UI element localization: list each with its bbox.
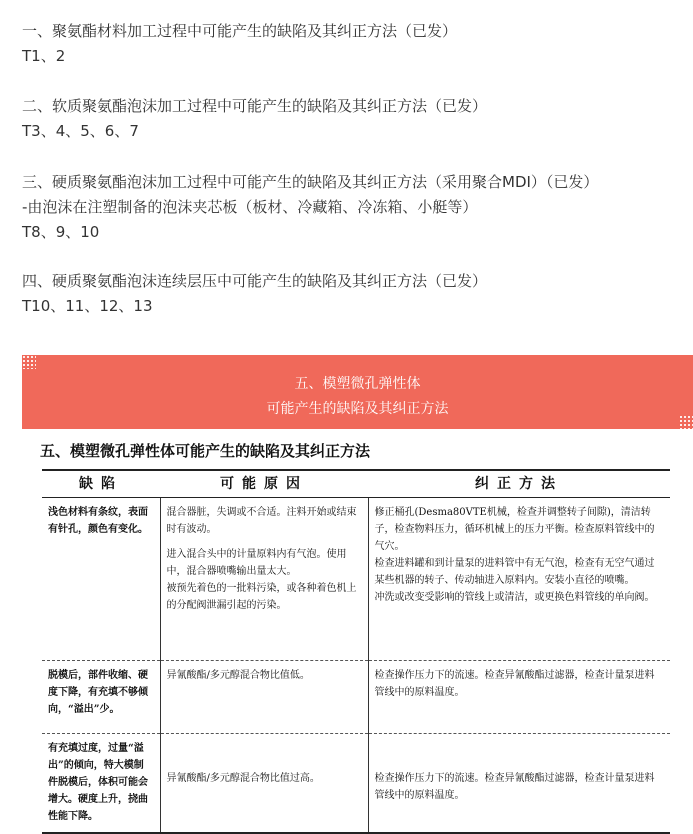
section-2-refs: T3、4、5、6、7 [22, 122, 139, 140]
table-title: 五、模塑微孔弹性体可能产生的缺陷及其纠正方法 [40, 442, 371, 460]
banner-corner-dots-top [22, 355, 36, 369]
cause-text: 进入混合头中的计量原料内有气泡。使用中，混合器喷嘴输出量太大。 [166, 549, 347, 577]
fix-text: 修正桶孔(Desma80VTE机械，检查并调整转子间隙)，清洁转子，检查物料压力，循环机械上的压力平衡。检查原料管线中的气穴。 [374, 507, 655, 552]
section-3 [22, 170, 598, 245]
table-row [42, 661, 670, 734]
section-1-refs: T1、2 [22, 47, 66, 65]
fix-cell: 检查操作压力下的流速。检查异氰酸酯过滤器，检查计量泵进料管线中的原料温度。 [374, 773, 655, 801]
section-2 [22, 94, 487, 144]
table-row [42, 734, 670, 834]
defect-cell: 浅色材料有条纹，表面有针孔，颜色有变化。 [42, 498, 160, 661]
fix-text: 冲洗或改变受影响的管线上或清洁，或更换色料管线的单向阀。 [374, 592, 655, 603]
section-3-subtitle: -由泡沫在注塑制备的泡沫夹芯板（板材、冷藏箱、冷冻箱、小艇等） [22, 198, 478, 216]
section-2-title: 二、软质聚氨酯泡沫加工过程中可能产生的缺陷及其纠正方法（已发） [22, 97, 488, 115]
section-4 [22, 269, 487, 319]
table-header-row [42, 470, 670, 498]
section-3-title: 三、硬质聚氨酯泡沫加工过程中可能产生的缺陷及其纠正方法（采用聚合MDI）（已发） [22, 173, 599, 191]
cause-text: 混合器脏，失调或不合适。注料开始或结束时有波动。 [166, 507, 357, 535]
defects-table [42, 469, 670, 834]
section-1-title: 一、聚氨酯材料加工过程中可能产生的缺陷及其纠正方法（已发） [22, 22, 458, 40]
cause-cell [160, 498, 368, 661]
section-1 [22, 19, 457, 69]
table-row [42, 498, 670, 661]
header-fix: 纠正方法 [368, 470, 670, 498]
fix-text: 检查进料罐和到计量泵的进料管中有无气泡，检查有无空气通过某些机器的转子、传动轴进入原料内。安装小直径的喷嘴。 [374, 558, 655, 586]
cause-text: 被预先着色的一批料污染，或各种着色机上的分配阀泄漏引起的污染。 [166, 583, 357, 611]
fix-cell [368, 498, 670, 661]
defect-cell: 脱模后，部件收缩、硬度下降，有充填不够倾向，“溢出”少。 [42, 661, 160, 734]
banner-line-2: 可能产生的缺陷及其纠正方法 [266, 401, 449, 417]
header-defect: 缺陷 [42, 470, 160, 498]
section-4-title: 四、硬质聚氨酯泡沫连续层压中可能产生的缺陷及其纠正方法（已发） [22, 272, 488, 290]
banner-line-1: 五、模塑微孔弹性体 [294, 376, 421, 392]
section-3-refs: T8、9、10 [22, 223, 100, 241]
defect-cell: 有充填过度，过量“溢出”的倾向，特大模制件脱模后，体积可能会增大。硬度上升，挠曲性能下降。 [42, 734, 160, 834]
cause-cell: 异氰酸酯/多元醇混合物比值低。 [160, 661, 368, 734]
section-5-banner [22, 355, 693, 429]
fix-cell: 检查操作压力下的流速。检查异氰酸酯过滤器，检查计量泵进料管线中的原料温度。 [368, 661, 670, 734]
cause-cell: 异氰酸酯/多元醇混合物比值过高。 [166, 773, 320, 784]
section-4-refs: T10、11、12、13 [22, 297, 153, 315]
header-cause: 可能原因 [160, 470, 368, 498]
